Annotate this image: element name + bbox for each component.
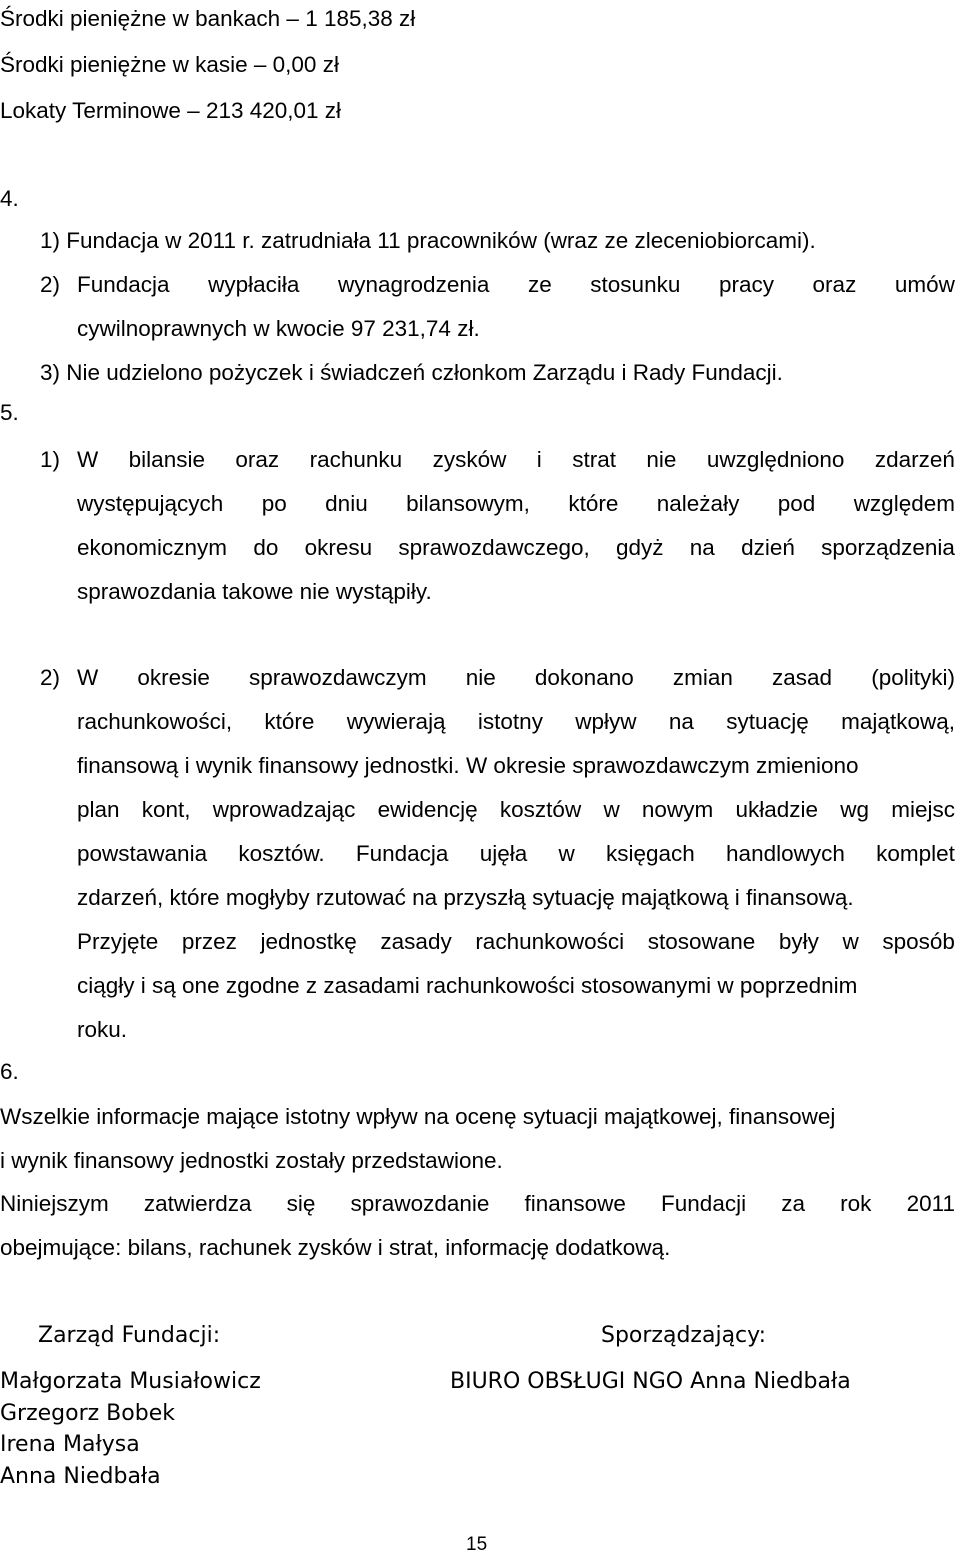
section-4-item-1: 1) Fundacja w 2011 r. zatrudniała 11 pracowników (wraz ze zleceniobiorcami). <box>40 228 816 253</box>
word: majątkową, <box>841 709 955 734</box>
word: wynagrodzenia <box>338 272 490 297</box>
word: zdarzeń <box>874 447 955 472</box>
section-5-item-2-line-6: zdarzeń, które mogłyby rzutować na przyszłą sytuację majątkową i finansową. <box>77 885 854 910</box>
word: nowym <box>641 797 714 822</box>
word: oraz <box>235 447 280 472</box>
section-5-item-1-line-4: sprawozdania takowe nie wystąpiły. <box>77 579 432 604</box>
word: W <box>77 447 99 472</box>
word: sytuację <box>726 709 809 734</box>
preparer-name: BIURO OBSŁUGI NGO Anna Niedbała <box>450 1369 851 1394</box>
word: układzie <box>735 797 818 822</box>
word: występujących <box>77 491 224 516</box>
word: ewidencję <box>377 797 478 822</box>
word: sprawozdawczego, <box>398 535 590 560</box>
word: wywierają <box>346 709 446 734</box>
word: rachunkowości, <box>77 709 233 734</box>
board-member: Anna Niedbała <box>0 1464 161 1489</box>
word: stosunku <box>590 272 681 297</box>
section-5-item-2-line-3: finansową i wynik finansowy jednostki. W okresie sprawozdawczym zmieniono <box>77 753 859 778</box>
word: jednostkę <box>260 929 357 954</box>
section-5-item-2-line-7 <box>77 931 955 954</box>
word: kosztów <box>499 797 582 822</box>
word: Fundacji <box>661 1191 747 1216</box>
word: Fundacja <box>77 272 170 297</box>
word: zasady <box>380 929 452 954</box>
word: wypłaciła <box>208 272 300 297</box>
word: oraz <box>812 272 857 297</box>
word: wprowadzając <box>212 797 356 822</box>
word: okresu <box>304 535 373 560</box>
section-6-number: 6. <box>0 1059 19 1084</box>
word: Niniejszym <box>0 1191 109 1216</box>
word: przez <box>181 929 237 954</box>
word: były <box>778 929 819 954</box>
word: finansowe <box>524 1191 626 1216</box>
word: powstawania <box>77 841 208 866</box>
word: sprawozdawczym <box>249 665 427 690</box>
word: do <box>253 535 279 560</box>
word: okresie <box>137 665 210 690</box>
word: kosztów. <box>238 841 325 866</box>
word: w <box>558 841 575 866</box>
section-5-number: 5. <box>0 400 19 425</box>
word: stosowane <box>647 929 756 954</box>
section-4-item-2-number: 2) <box>40 272 61 297</box>
word: na <box>689 535 715 560</box>
section-5-item-2-line-8: ciągły i są one zgodne z zasadami rachunkowości stosowanymi w poprzednim <box>77 973 858 998</box>
section-5-item-2-line-5 <box>77 843 955 866</box>
section-4-number: 4. <box>0 186 19 211</box>
section-5-item-1-number: 1) <box>40 447 61 472</box>
section-5-item-1-line-1 <box>77 449 955 472</box>
bank-funds-line: Środki pieniężne w bankach – 1 185,38 zł <box>0 6 416 31</box>
word: 2011 <box>906 1191 955 1216</box>
board-member: Grzegorz Bobek <box>0 1401 175 1426</box>
section-6-line-3 <box>0 1193 955 1216</box>
word: zysków <box>432 447 507 472</box>
word: plan <box>77 797 120 822</box>
word: Fundacja <box>355 841 449 866</box>
word: bilansowym, <box>406 491 530 516</box>
word: wpływ <box>575 709 637 734</box>
board-member: Irena Małysa <box>0 1432 140 1457</box>
word: sporządzenia <box>821 535 955 560</box>
section-4-item-3: 3) Nie udzielono pożyczek i świadczeń członkom Zarządu i Rady Fundacji. <box>40 360 783 385</box>
section-5-item-2-number: 2) <box>40 665 61 690</box>
word: handlowych <box>726 841 845 866</box>
word: które <box>264 709 315 734</box>
section-5-item-2-line-1 <box>77 667 955 690</box>
term-deposits-line: Lokaty Terminowe – 213 420,01 zł <box>0 98 342 123</box>
word: księgach <box>605 841 695 866</box>
word: dniu <box>325 491 368 516</box>
word: ekonomicznym <box>77 535 228 560</box>
section-5-item-2-line-4 <box>77 799 955 822</box>
board-label: Zarząd Fundacji: <box>38 1323 221 1348</box>
word: się <box>286 1191 316 1216</box>
word: strat <box>572 447 616 472</box>
word: po <box>261 491 287 516</box>
word: gdyż <box>616 535 664 560</box>
word: na <box>668 709 694 734</box>
word: komplet <box>876 841 955 866</box>
word: rok <box>840 1191 872 1216</box>
section-6-line-1: Wszelkie informacje mające istotny wpływ na ocenę sytuacji majątkowej, finansowej <box>0 1104 836 1129</box>
word: uwzględniono <box>706 447 845 472</box>
section-5-item-2-line-9: roku. <box>77 1017 128 1042</box>
word: Przyjęte <box>77 929 159 954</box>
section-5-item-1-line-2 <box>77 493 955 516</box>
page-number: 15 <box>466 1534 488 1555</box>
word: które <box>568 491 619 516</box>
word: dzień <box>741 535 795 560</box>
word: wg <box>840 797 869 822</box>
word: rachunkowości <box>475 929 625 954</box>
word: W <box>77 665 99 690</box>
word: kont, <box>141 797 191 822</box>
word: bilansie <box>128 447 205 472</box>
word: pod <box>777 491 816 516</box>
word: zmian <box>672 665 733 690</box>
word: sprawozdanie <box>350 1191 490 1216</box>
cash-funds-line: Środki pieniężne w kasie – 0,00 zł <box>0 52 339 77</box>
section-6-line-4: obejmujące: bilans, rachunek zysków i strat, informację dodatkową. <box>0 1235 671 1260</box>
section-5-item-1-line-3 <box>77 537 955 560</box>
word: za <box>781 1191 805 1216</box>
word: należały <box>656 491 740 516</box>
word: dokonano <box>534 665 634 690</box>
word: (polityki) <box>871 665 955 690</box>
board-member: Małgorzata Musiałowicz <box>0 1369 261 1394</box>
word: względem <box>853 491 955 516</box>
word: zatwierdza <box>143 1191 252 1216</box>
section-5-item-2-line-2 <box>77 711 955 734</box>
word: w <box>603 797 620 822</box>
section-4-item-2-line-1 <box>77 274 955 297</box>
word: ujęła <box>479 841 528 866</box>
preparer-label: Sporządzający: <box>601 1323 766 1348</box>
word: w <box>842 929 859 954</box>
word: nie <box>465 665 496 690</box>
word: ze <box>527 272 552 297</box>
word: umów <box>894 272 955 297</box>
section-6-line-2: i wynik finansowy jednostki zostały przedstawione. <box>0 1148 503 1173</box>
word: sposób <box>882 929 955 954</box>
word: nie <box>646 447 677 472</box>
word: miejsc <box>891 797 955 822</box>
word: pracy <box>718 272 774 297</box>
word: rachunku <box>309 447 403 472</box>
word: istotny <box>477 709 543 734</box>
word: zasad <box>772 665 833 690</box>
section-4-item-2-line-2: cywilnoprawnych w kwocie 97 231,74 zł. <box>77 316 480 341</box>
word: i <box>536 447 542 472</box>
